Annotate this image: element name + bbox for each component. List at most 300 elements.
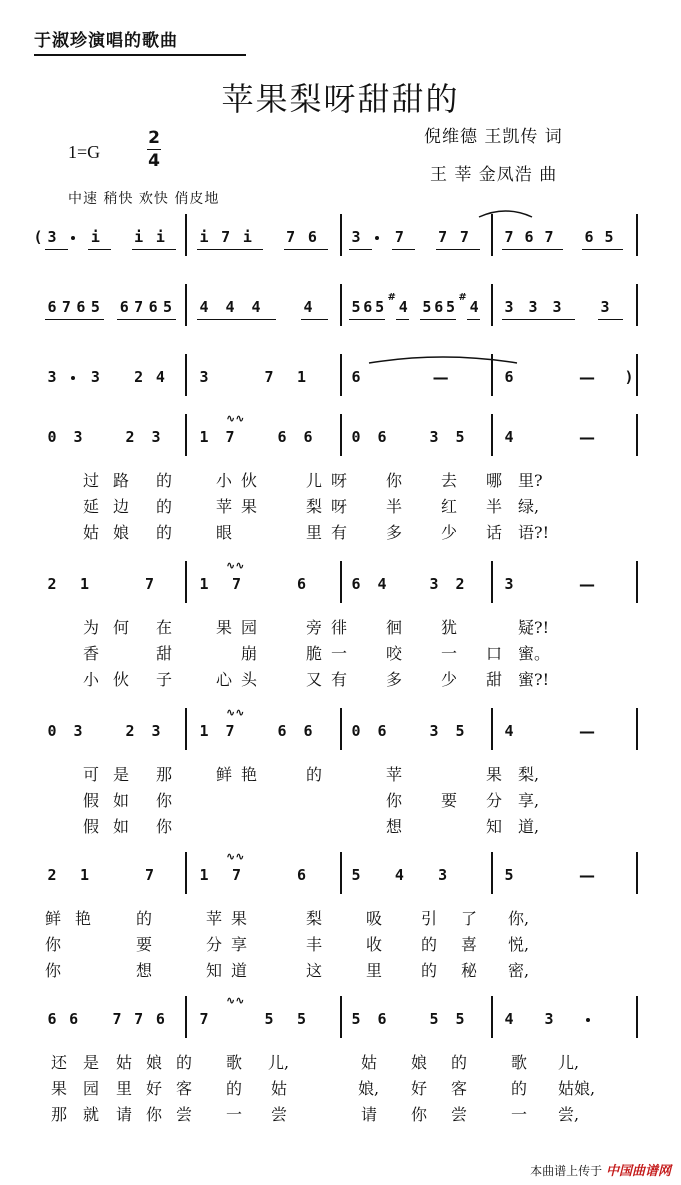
beam-line bbox=[542, 249, 563, 250]
beam-line bbox=[550, 319, 575, 320]
lyric-char: 甜 bbox=[485, 670, 502, 689]
lyric-line bbox=[38, 814, 638, 836]
note: 4 bbox=[394, 866, 404, 884]
note: 7 bbox=[394, 228, 404, 246]
beam-line bbox=[502, 249, 523, 250]
note: i bbox=[155, 228, 165, 246]
footer bbox=[530, 1160, 671, 1179]
slur-mark bbox=[368, 354, 518, 364]
barline bbox=[185, 996, 187, 1038]
lyric-char: 就 bbox=[82, 1105, 99, 1124]
lyric-char: 何 bbox=[112, 618, 129, 637]
tempo-marking: 中速 稍快 欢快 俏皮地 bbox=[68, 191, 220, 207]
lyric-char: 梨, bbox=[518, 765, 540, 784]
beam-line bbox=[45, 319, 60, 320]
lyric-char: 园 bbox=[240, 618, 257, 637]
barline bbox=[491, 852, 493, 894]
note: 2 bbox=[125, 722, 135, 740]
note: 2 bbox=[47, 866, 57, 884]
lyric-char: 徊 bbox=[385, 618, 402, 637]
lyric-char: 苹 bbox=[215, 497, 232, 516]
note: 6 bbox=[155, 1010, 165, 1028]
lyric-char: 儿, bbox=[558, 1053, 580, 1072]
lyric-char: 过 bbox=[82, 471, 99, 490]
note: 5 bbox=[455, 1010, 465, 1028]
beam-line bbox=[598, 319, 623, 320]
note: 5 bbox=[351, 866, 361, 884]
credits bbox=[424, 118, 563, 194]
note: 5 bbox=[264, 1010, 274, 1028]
beam-line bbox=[396, 319, 409, 320]
note: 6 bbox=[434, 298, 444, 316]
note: 5 bbox=[90, 298, 100, 316]
lyric-char: 你 bbox=[155, 817, 172, 836]
beam-line bbox=[522, 249, 543, 250]
barline bbox=[491, 708, 493, 750]
note: 7 bbox=[144, 575, 155, 593]
note: 3 bbox=[528, 298, 538, 316]
lyric-char: 梨 bbox=[305, 497, 322, 516]
beam-line bbox=[219, 249, 242, 250]
lyric-char: 你 bbox=[385, 471, 402, 490]
lyric-char: 蜜。 bbox=[518, 644, 551, 663]
note: 4 bbox=[303, 298, 313, 316]
dash-mark: — bbox=[432, 368, 449, 387]
lyric-line bbox=[38, 762, 638, 784]
lyric-char: 少 bbox=[440, 523, 457, 542]
barline bbox=[491, 561, 493, 603]
header-label: 于淑珍演唱的歌曲 bbox=[34, 31, 178, 51]
lyric-char: 姑 bbox=[270, 1079, 287, 1098]
lyric-char: 的 bbox=[450, 1053, 467, 1072]
beam-line bbox=[132, 249, 155, 250]
verse-notes bbox=[38, 575, 638, 609]
lyric-char: 儿, bbox=[268, 1053, 290, 1072]
beam-line bbox=[223, 319, 250, 320]
lyric-char: 的 bbox=[175, 1053, 192, 1072]
note: 3 bbox=[429, 722, 439, 740]
lyric-char: 口 bbox=[485, 644, 502, 663]
ornament-mark: ∿∿ bbox=[226, 994, 245, 1007]
lyric-line bbox=[38, 494, 638, 516]
note: 4 bbox=[504, 1010, 514, 1028]
lyric-char: 了 bbox=[460, 909, 477, 928]
note: 3 bbox=[544, 1010, 554, 1028]
ornament-mark: ∿∿ bbox=[226, 412, 245, 425]
note: 7 bbox=[231, 575, 242, 593]
header-rule bbox=[34, 54, 246, 56]
beam-line bbox=[197, 249, 220, 250]
lyric-line bbox=[38, 1076, 638, 1098]
lyric-char: 里 bbox=[365, 961, 382, 980]
lyric-line bbox=[38, 958, 638, 980]
barline bbox=[636, 214, 638, 256]
lyric-char: 尝 bbox=[450, 1105, 467, 1124]
lyric-char: 小 bbox=[82, 670, 99, 689]
lyric-char: 果 bbox=[240, 497, 257, 516]
beam-line bbox=[582, 249, 603, 250]
lyric-char: 你 bbox=[44, 935, 61, 954]
lyric-char: 这 bbox=[305, 961, 322, 980]
barline bbox=[340, 852, 342, 894]
dot-mark bbox=[71, 376, 75, 380]
note: i bbox=[242, 228, 252, 246]
lyric-char: 头 bbox=[240, 670, 257, 689]
note: 4 bbox=[377, 575, 387, 593]
lyric-char: 小 bbox=[215, 471, 232, 490]
lyric-char: 旁 bbox=[305, 618, 322, 637]
lyric-char: 儿 bbox=[305, 471, 322, 490]
sharp-mark: # bbox=[458, 292, 467, 303]
note: 1 bbox=[79, 575, 90, 593]
barline bbox=[340, 214, 342, 256]
note: 6 bbox=[303, 428, 313, 446]
ornament-mark: ∿∿ bbox=[226, 559, 245, 572]
note: 6 bbox=[307, 228, 317, 246]
barline bbox=[185, 214, 187, 256]
beam-line bbox=[88, 249, 111, 250]
lyric-char: 密, bbox=[508, 961, 530, 980]
ornament-mark: ∿∿ bbox=[226, 850, 245, 863]
time-sig-top: 2 bbox=[148, 128, 160, 148]
beam-line bbox=[467, 319, 480, 320]
lyric-char: 享 bbox=[230, 935, 247, 954]
note: 3 bbox=[151, 722, 161, 740]
lyric-char: 苹 bbox=[205, 909, 222, 928]
lyric-char: 哪 bbox=[485, 471, 502, 490]
note: 4 bbox=[469, 298, 479, 316]
lyric-char: 道 bbox=[230, 961, 247, 980]
note: 0 bbox=[47, 722, 57, 740]
beam-line bbox=[284, 249, 307, 250]
note: 3 bbox=[47, 368, 57, 386]
barline bbox=[185, 708, 187, 750]
note: 5 bbox=[455, 428, 465, 446]
lyric-char: 有 bbox=[330, 523, 347, 542]
lyric-char: 收 bbox=[365, 935, 382, 954]
slur-mark bbox=[478, 208, 533, 218]
barline bbox=[636, 561, 638, 603]
note: 6 bbox=[377, 428, 387, 446]
lyric-char: 的 bbox=[510, 1079, 527, 1098]
lyric-char: 是 bbox=[82, 1053, 99, 1072]
lyric-char: 鲜 bbox=[44, 909, 61, 928]
barline bbox=[185, 414, 187, 456]
lyric-line bbox=[38, 615, 638, 637]
note: 6 bbox=[296, 866, 307, 884]
dot-mark bbox=[375, 236, 379, 240]
beam-line bbox=[117, 319, 132, 320]
beam-line bbox=[132, 319, 147, 320]
lyric-char: 想 bbox=[135, 961, 152, 980]
beam-line bbox=[526, 319, 551, 320]
lyric-char: 路 bbox=[112, 471, 129, 490]
note: 7 bbox=[199, 1010, 209, 1028]
note: 5 bbox=[429, 1010, 439, 1028]
note: 7 bbox=[134, 1010, 144, 1028]
beam-line bbox=[197, 319, 224, 320]
lyric-char: 苹 bbox=[385, 765, 402, 784]
lyric-char: 客 bbox=[450, 1079, 467, 1098]
lyric-char: 心 bbox=[215, 670, 232, 689]
beam-line bbox=[444, 319, 457, 320]
lyric-char: 里 bbox=[115, 1079, 132, 1098]
note: 5 bbox=[351, 1010, 361, 1028]
note: 3 bbox=[73, 428, 83, 446]
lyric-line bbox=[38, 641, 638, 663]
note: 2 bbox=[125, 428, 135, 446]
intro-notes bbox=[38, 228, 638, 262]
note: 7 bbox=[144, 866, 155, 884]
lyric-char: 好 bbox=[410, 1079, 427, 1098]
time-sig-bottom: 4 bbox=[148, 151, 160, 171]
lyric-char: 一 bbox=[440, 644, 457, 663]
lyric-char: 咬 bbox=[385, 644, 402, 663]
barline bbox=[340, 708, 342, 750]
lyric-char: 姑娘, bbox=[558, 1079, 596, 1098]
lyric-char: 如 bbox=[112, 817, 129, 836]
lyric-char: 蜜?! bbox=[518, 670, 550, 689]
lyric-char: 你 bbox=[145, 1105, 162, 1124]
note: 4 bbox=[504, 722, 514, 740]
beam-line bbox=[45, 249, 68, 250]
lyric-char: 娘 bbox=[145, 1053, 162, 1072]
verse-notes bbox=[38, 722, 638, 756]
barline bbox=[636, 852, 638, 894]
note: 7 bbox=[264, 368, 274, 386]
lyric-char: 甜 bbox=[155, 644, 172, 663]
note: 5 bbox=[504, 866, 514, 884]
lyric-char: 你, bbox=[508, 909, 530, 928]
lyric-char: 呀 bbox=[330, 471, 347, 490]
lyric-line bbox=[38, 788, 638, 810]
note: 4 bbox=[199, 298, 209, 316]
note: 5 bbox=[446, 298, 456, 316]
lyric-char: 果 bbox=[485, 765, 502, 784]
lyric-line bbox=[38, 468, 638, 490]
lyric-char: 道, bbox=[518, 817, 540, 836]
beam-line bbox=[305, 249, 328, 250]
note: 6 bbox=[377, 1010, 387, 1028]
note: 5 bbox=[604, 228, 614, 246]
barline bbox=[491, 414, 493, 456]
barline bbox=[185, 354, 187, 396]
lyric-char: 那 bbox=[155, 765, 172, 784]
lyric-char: 姑 bbox=[82, 523, 99, 542]
lyric-char: 延 bbox=[82, 497, 99, 516]
lyric-char: 香 bbox=[82, 644, 99, 663]
note: 1 bbox=[296, 368, 307, 386]
note: 5 bbox=[422, 298, 432, 316]
beam-line bbox=[602, 249, 623, 250]
lyric-line bbox=[38, 906, 638, 928]
note: 5 bbox=[351, 298, 361, 316]
note: 1 bbox=[199, 575, 209, 593]
beam-line bbox=[153, 249, 176, 250]
lyric-char: 徘 bbox=[330, 618, 347, 637]
note: 7 bbox=[225, 428, 235, 446]
note: 6 bbox=[584, 228, 594, 246]
lyric-char: 那 bbox=[50, 1105, 67, 1124]
note: 2 bbox=[455, 575, 465, 593]
close-paren: ) bbox=[624, 368, 634, 386]
lyric-char: 要 bbox=[440, 791, 457, 810]
note: 3 bbox=[429, 575, 439, 593]
note: 6 bbox=[351, 368, 361, 386]
intro-notes bbox=[38, 292, 638, 332]
beam-line bbox=[392, 249, 415, 250]
footer-text: 本曲谱上传于 bbox=[530, 1164, 603, 1178]
barline bbox=[185, 284, 187, 326]
note: i bbox=[134, 228, 144, 246]
lyric-line bbox=[38, 1102, 638, 1124]
note: 7 bbox=[231, 866, 242, 884]
lyric-char: 你 bbox=[155, 791, 172, 810]
song-title: 苹果梨呀甜甜的 bbox=[221, 80, 460, 118]
beam-line bbox=[146, 319, 161, 320]
note: 2 bbox=[47, 575, 57, 593]
note: 2 bbox=[134, 368, 144, 386]
verse-notes bbox=[38, 428, 638, 462]
note: 6 bbox=[296, 575, 307, 593]
dot-mark bbox=[586, 1018, 590, 1022]
barline bbox=[340, 354, 342, 396]
lyric-char: 半 bbox=[485, 497, 502, 516]
note: 1 bbox=[199, 428, 209, 446]
lyric-char: 去 bbox=[440, 471, 457, 490]
note: 1 bbox=[79, 866, 90, 884]
barline bbox=[636, 708, 638, 750]
note: 6 bbox=[524, 228, 534, 246]
note: 4 bbox=[225, 298, 235, 316]
lyric-char: 知 bbox=[205, 961, 222, 980]
barline bbox=[636, 354, 638, 396]
note: 1 bbox=[199, 866, 209, 884]
lyric-char: 一 bbox=[330, 644, 347, 663]
dot-mark bbox=[71, 236, 75, 240]
lyric-char: 享, bbox=[518, 791, 540, 810]
barline bbox=[185, 852, 187, 894]
note: 6 bbox=[277, 722, 287, 740]
intro-notes bbox=[38, 368, 638, 402]
note: 3 bbox=[151, 428, 161, 446]
lyric-char: 你 bbox=[385, 791, 402, 810]
lyric-char: 的 bbox=[155, 523, 172, 542]
note: 4 bbox=[251, 298, 261, 316]
lyric-char: 一 bbox=[510, 1105, 527, 1124]
note: 7 bbox=[225, 722, 235, 740]
footer-brand: 中国曲谱网 bbox=[605, 1164, 671, 1179]
note: 4 bbox=[398, 298, 408, 316]
lyric-char: 又 bbox=[305, 670, 322, 689]
dash-mark: — bbox=[579, 368, 595, 387]
note: 3 bbox=[504, 575, 514, 593]
lyric-char: 尝 bbox=[270, 1105, 287, 1124]
barline bbox=[491, 284, 493, 326]
note: 7 bbox=[134, 298, 144, 316]
barline bbox=[340, 414, 342, 456]
note: 6 bbox=[377, 722, 387, 740]
lyric-char: 有 bbox=[330, 670, 347, 689]
barline bbox=[491, 214, 493, 256]
lyric-char: 你 bbox=[44, 961, 61, 980]
lyric-char: 艳 bbox=[74, 909, 91, 928]
note: 4 bbox=[504, 428, 514, 446]
note: 7 bbox=[544, 228, 554, 246]
lyric-char: 语?! bbox=[518, 523, 550, 542]
lyric-char: 红 bbox=[440, 497, 457, 516]
lyric-char: 里 bbox=[305, 523, 322, 542]
note: 7 bbox=[286, 228, 296, 246]
beam-line bbox=[240, 249, 263, 250]
composer-credit: 王 莘 金凤浩 曲 bbox=[430, 165, 558, 185]
lyric-char: 娘 bbox=[112, 523, 129, 542]
lyric-char: 好 bbox=[145, 1079, 162, 1098]
lyric-char: 伙 bbox=[112, 670, 129, 689]
beam-line bbox=[502, 319, 527, 320]
barline bbox=[636, 414, 638, 456]
beam-line bbox=[59, 319, 74, 320]
note: 6 bbox=[504, 368, 514, 386]
lyric-char: 丰 bbox=[305, 935, 322, 954]
note: 4 bbox=[155, 368, 165, 386]
note: 6 bbox=[303, 722, 313, 740]
lyric-line bbox=[38, 520, 638, 542]
note: i bbox=[90, 228, 100, 246]
lyric-line bbox=[38, 667, 638, 689]
note: 0 bbox=[351, 428, 361, 446]
verse-notes bbox=[38, 866, 638, 900]
barline bbox=[340, 561, 342, 603]
ornament-mark: ∿∿ bbox=[226, 706, 245, 719]
final-barline bbox=[636, 996, 638, 1038]
dash-mark: — bbox=[579, 866, 595, 885]
barline bbox=[491, 996, 493, 1038]
lyric-char: 姑 bbox=[115, 1053, 132, 1072]
lyric-char: 的 bbox=[305, 765, 322, 784]
note: 3 bbox=[552, 298, 562, 316]
barline bbox=[636, 284, 638, 326]
note: 3 bbox=[504, 298, 514, 316]
lyric-char: 眼 bbox=[215, 523, 232, 542]
lyric-char: 娘 bbox=[410, 1053, 427, 1072]
beam-line bbox=[301, 319, 328, 320]
barline bbox=[340, 284, 342, 326]
lyric-char: 姑 bbox=[360, 1053, 377, 1072]
lyric-char: 疑?! bbox=[518, 618, 550, 637]
lyric-char: 请 bbox=[115, 1105, 132, 1124]
note: 7 bbox=[61, 298, 71, 316]
note: 7 bbox=[438, 228, 448, 246]
lyric-char: 的 bbox=[420, 935, 437, 954]
beam-line bbox=[349, 249, 372, 250]
lyric-char: 分 bbox=[485, 791, 502, 810]
lyric-char: 果 bbox=[215, 618, 232, 637]
note: 3 bbox=[351, 228, 361, 246]
note: i bbox=[199, 228, 209, 246]
lyric-char: 崩 bbox=[240, 644, 257, 663]
lyric-char: 假 bbox=[82, 817, 99, 836]
lyric-char: 园 bbox=[82, 1079, 99, 1098]
lyric-char: 鲜 bbox=[215, 765, 232, 784]
beam-line bbox=[161, 319, 176, 320]
sharp-mark: # bbox=[387, 292, 396, 303]
dash-mark: — bbox=[579, 575, 595, 594]
lyric-char: 犹 bbox=[440, 618, 457, 637]
note: 6 bbox=[76, 298, 86, 316]
note: 3 bbox=[600, 298, 610, 316]
time-signature bbox=[145, 128, 163, 171]
